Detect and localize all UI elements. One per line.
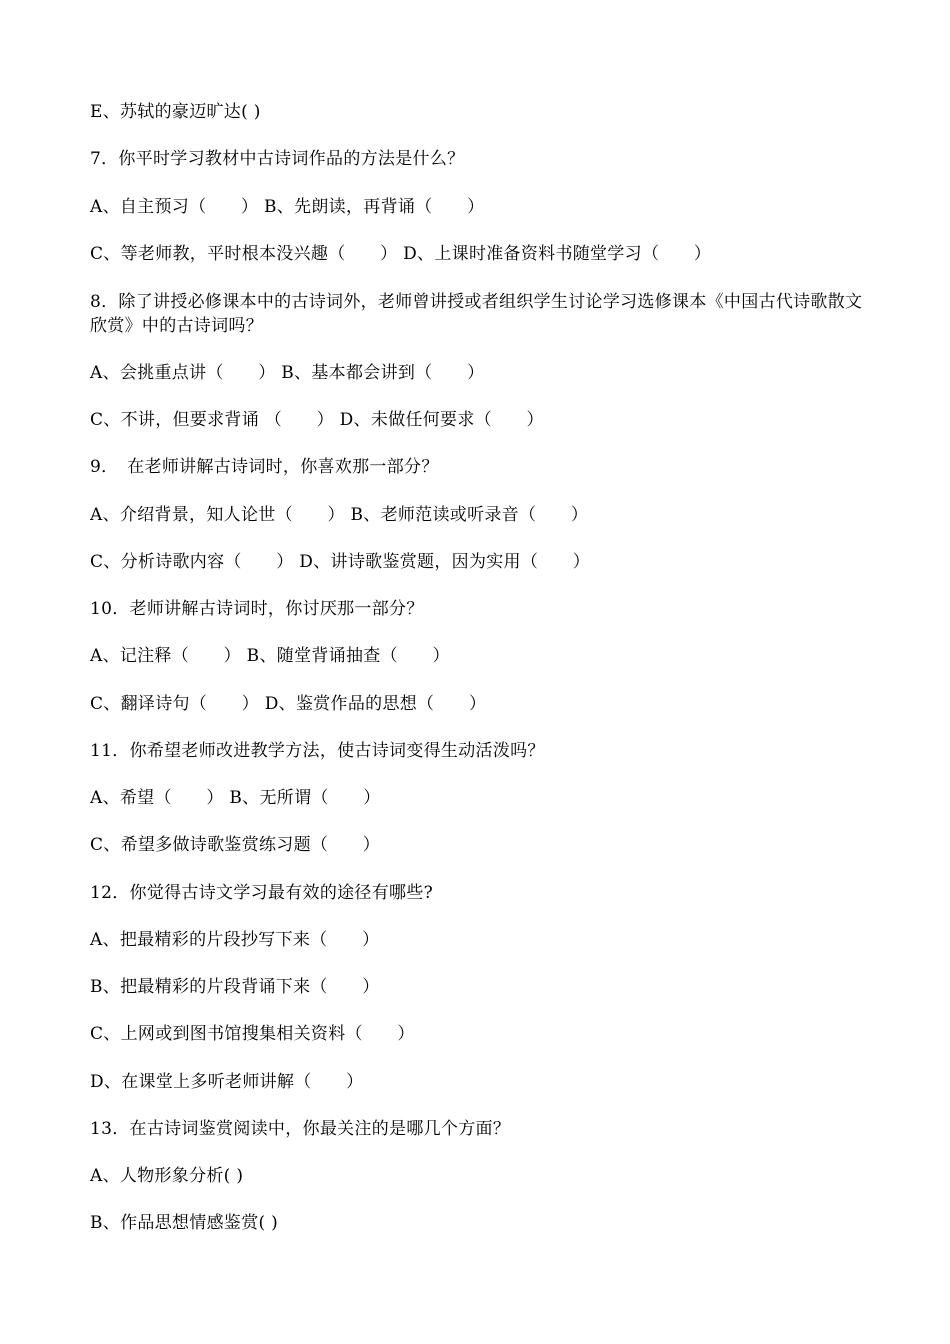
question-10: 10．老师讲解古诗词时，你讨厌那一部分？	[90, 599, 424, 619]
question-8: 8．除了讲授必修课本中的古诗词外，老师曾讲授或者组织学生讨论学习选修课本《中国古代诗歌散文欣赏》中的古诗词吗？	[90, 292, 863, 336]
q7-options-ab: A、自主预习（ ） B、先朗读，再背诵（ ）	[90, 197, 485, 217]
question-9: 9． 在老师讲解古诗词时，你喜欢那一部分？	[90, 457, 439, 477]
q12-option-b: B、把最精彩的片段背诵下来（ ）	[90, 977, 380, 997]
q12-option-c: C、上网或到图书馆搜集相关资料（ ）	[90, 1024, 415, 1044]
q8-options-cd: C、不讲，但要求背诵 （ ） D、未做任何要求（ ）	[90, 410, 544, 430]
q9-options-cd: C、分析诗歌内容（ ） D、讲诗歌鉴赏题，因为实用（ ）	[90, 552, 591, 572]
q8-options-ab: A、会挑重点讲（ ） B、基本都会讲到（ ）	[90, 363, 485, 383]
option-e-su-shi: E、苏轼的豪迈旷达( )	[90, 102, 261, 122]
q11-option-c: C、希望多做诗歌鉴赏练习题（ ）	[90, 835, 381, 855]
q13-option-a: A、人物形象分析( )	[90, 1166, 244, 1186]
q10-options-cd: C、翻译诗句（ ） D、鉴赏作品的思想（ ）	[90, 694, 487, 714]
q9-options-ab: A、介绍背景，知人论世（ ） B、老师范读或听录音（ ）	[90, 505, 589, 525]
q11-options-ab: A、希望（ ） B、无所谓（ ）	[90, 788, 381, 808]
q13-option-b: B、作品思想情感鉴赏( )	[90, 1213, 279, 1233]
q12-option-d: D、在课堂上多听老师讲解（ ）	[90, 1072, 364, 1092]
q10-options-ab: A、记注释（ ） B、随堂背诵抽查（ ）	[90, 646, 450, 666]
question-11: 11．你希望老师改进教学方法，使古诗词变得生动活泼吗？	[90, 741, 545, 761]
q12-option-a: A、把最精彩的片段抄写下来（ ）	[90, 930, 380, 950]
q7-options-cd: C、等老师教，平时根本没兴趣（ ） D、上课时准备资料书随堂学习（ ）	[90, 244, 712, 264]
question-12: 12．你觉得古诗文学习最有效的途径有哪些?	[90, 883, 434, 903]
question-7: 7．你平时学习教材中古诗词作品的方法是什么？	[90, 149, 465, 169]
question-13: 13．在古诗词鉴赏阅读中，你最关注的是哪几个方面？	[90, 1119, 511, 1139]
